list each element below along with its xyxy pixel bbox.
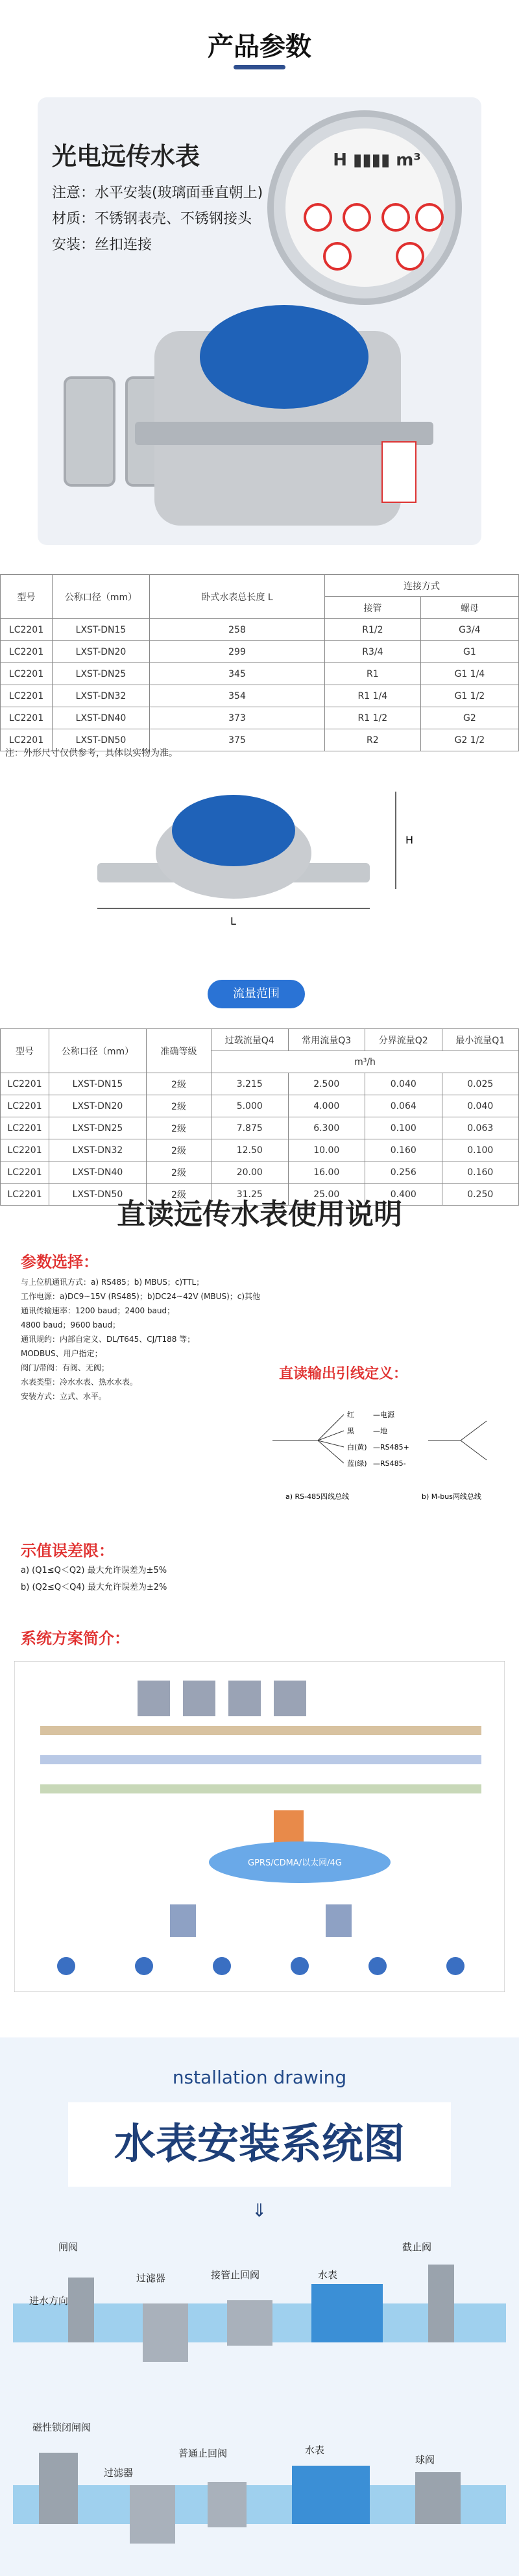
check-valve-icon (227, 2300, 272, 2346)
table-cell: LXST-DN20 (49, 1095, 147, 1117)
server-icon (228, 1681, 261, 1716)
col-header: 卧式水表总长度 L (150, 575, 325, 619)
col-header: 公称口径（mm） (49, 1029, 147, 1073)
table-cell: LC2201 (1, 1095, 49, 1117)
table-cell: LXST-DN15 (53, 619, 150, 641)
table-row (1, 1095, 519, 1117)
water-meter-icon (292, 2466, 370, 2524)
table-cell: R1 1/2 (325, 707, 421, 729)
table-cell: LC2201 (1, 729, 53, 751)
table-cell: 16.00 (288, 1161, 365, 1184)
table-cell: 0.025 (442, 1073, 519, 1095)
table-cell: 25.00 (288, 1184, 365, 1206)
section-title-usage: 直读远传水表使用说明 (117, 1198, 402, 1231)
wire-label: —RS485+ (373, 1443, 409, 1452)
table-cell: 0.250 (442, 1184, 519, 1206)
table-row (1, 1161, 519, 1184)
table-cell: LC2201 (1, 1117, 49, 1139)
table-cell: LC2201 (1, 663, 53, 685)
table-cell: LXST-DN40 (49, 1161, 147, 1184)
table-body (1, 619, 519, 751)
table-cell: 299 (150, 641, 325, 663)
table-cell: 12.50 (211, 1139, 289, 1161)
system-diagram (14, 1661, 505, 1992)
table-cell: 10.00 (288, 1139, 365, 1161)
hero-card (38, 97, 481, 545)
table-cell: LXST-DN50 (53, 729, 150, 751)
col-header: 型号 (1, 1029, 49, 1073)
table-cell: G3/4 (420, 619, 518, 641)
label-gate-valve: 闸阀 (58, 2241, 78, 2253)
label-inflow: 进水方向 (29, 2295, 69, 2307)
param-line: 安装方式：立式、水平。 (21, 1392, 107, 1401)
firewall-icon (274, 1810, 304, 1846)
param-line: 通讯传输速率：1200 baud；2400 baud； (21, 1306, 175, 1315)
col-header: 准确等级 (147, 1029, 211, 1073)
label-filter: 过滤器 (104, 2467, 134, 2479)
col-header: 过载流量Q4 (211, 1029, 289, 1051)
table-cell: 2级 (147, 1073, 211, 1095)
table-cell: G1 (420, 641, 518, 663)
length-label: L (230, 915, 236, 927)
error-line-b: b) (Q2≤Q＜Q4) 最大允许误差为±2% (21, 1583, 167, 1592)
table-cell: R1/2 (325, 619, 421, 641)
hero-material: 材质：不锈钢表壳、不锈钢接头 (52, 211, 252, 227)
water-meter-icon (311, 2284, 383, 2342)
server-icon (138, 1681, 170, 1716)
col-header: 螺母 (420, 597, 518, 619)
table-cell: 0.040 (442, 1095, 519, 1117)
label-water-meter: 水表 (318, 2269, 338, 2281)
table-cell: LXST-DN25 (53, 663, 150, 685)
table-row (1, 1073, 519, 1095)
system-heading: 系统方案简介： (21, 1629, 130, 1647)
table-cell: 2.500 (288, 1073, 365, 1095)
table-cell: 0.063 (442, 1117, 519, 1139)
stop-valve-icon (428, 2265, 454, 2342)
table-cell: 345 (150, 663, 325, 685)
col-header: 型号 (1, 575, 53, 619)
table-cell: 2级 (147, 1117, 211, 1139)
concentrator-icon (326, 1904, 352, 1937)
table-cell: 354 (150, 685, 325, 707)
table-cell: LC2201 (1, 1139, 49, 1161)
magnetic-gate-valve-icon (39, 2453, 78, 2524)
table-cell: LC2201 (1, 1161, 49, 1184)
table-cell: LC2201 (1, 619, 53, 641)
table-cell: 20.00 (211, 1161, 289, 1184)
params-list (21, 1275, 267, 1403)
flow-range-button[interactable]: 流量范围 (208, 980, 305, 1008)
meter-icon (446, 1957, 465, 1975)
table-cell: LXST-DN50 (49, 1184, 147, 1206)
table-cell: 0.100 (442, 1139, 519, 1161)
meter-icon (213, 1957, 231, 1975)
wire-label: 白(黄) (347, 1443, 367, 1452)
table-cell: LXST-DN40 (53, 707, 150, 729)
wire-label: 蓝(绿) (347, 1459, 367, 1468)
title-underline (234, 65, 285, 69)
label-filter: 过滤器 (136, 2272, 166, 2284)
table-cell: R1 (325, 663, 421, 685)
param-line: 水表类型：冷水水表、热水水表。 (21, 1378, 138, 1387)
table-cell: LXST-DN15 (49, 1073, 147, 1095)
col-header: 分界流量Q2 (365, 1029, 442, 1051)
table-cell: 2级 (147, 1184, 211, 1206)
table-row (1, 1139, 519, 1161)
col-header: 接管 (325, 597, 421, 619)
wire-label: 黑 (347, 1427, 354, 1435)
chevron-down-icon: ⇓ (252, 2200, 267, 2221)
table-cell: 31.25 (211, 1184, 289, 1206)
table-cell: G1 1/4 (420, 663, 518, 685)
label-magnetic-gate-valve: 磁性锁闭闸阀 (32, 2422, 91, 2433)
unit-header: m³/h (211, 1051, 519, 1073)
bus-bar (40, 1755, 481, 1764)
param-line: 通讯规约：内部自定义、DL/T645、CJ/T188 等； (21, 1335, 195, 1344)
installation-section (0, 2037, 519, 2576)
param-line: 阀门/带阀：有阀、无阀； (21, 1363, 110, 1372)
hero-note: 注意：水平安装(玻璃面垂直朝上) (52, 185, 263, 201)
installation-title: 水表安装系统图 (68, 2102, 451, 2187)
table-cell: 0.064 (365, 1095, 442, 1117)
section-title-params: 产品参数 (208, 32, 311, 62)
table-cell: LXST-DN32 (49, 1139, 147, 1161)
meter-cap-image (200, 305, 368, 409)
meter-cap-shape (172, 795, 295, 866)
table-row (1, 685, 519, 707)
table-cell: 0.160 (365, 1139, 442, 1161)
meter-icon (291, 1957, 309, 1975)
meter-icon (135, 1957, 153, 1975)
server-icon (274, 1681, 306, 1716)
param-line: 与上位机通讯方式：a) RS485；b) MBUS；c)TTL； (21, 1278, 204, 1287)
table-row (1, 1117, 519, 1139)
col-header: 连接方式 (325, 575, 519, 597)
table-cell: 0.100 (365, 1117, 442, 1139)
wire-label: 红 (347, 1411, 354, 1419)
dimension-drawing (78, 779, 441, 947)
table-cell: LXST-DN25 (49, 1117, 147, 1139)
meter-icon (57, 1957, 75, 1975)
label-water-meter: 水表 (305, 2444, 325, 2456)
table-note: 注：外形尺寸仅供参考，具体以实物为准。 (5, 748, 178, 759)
table-cell: 4.000 (288, 1095, 365, 1117)
table-row (1, 619, 519, 641)
server-icon (183, 1681, 215, 1716)
table-cell: LC2201 (1, 685, 53, 707)
table-cell: 6.300 (288, 1117, 365, 1139)
hero-install: 安装：丝扣连接 (52, 237, 152, 253)
table-cell: 0.160 (442, 1161, 519, 1184)
table-row (1, 641, 519, 663)
param-line: 4800 baud；9600 baud； (21, 1320, 121, 1330)
col-header: 常用流量Q3 (288, 1029, 365, 1051)
table-cell: LC2201 (1, 1073, 49, 1095)
meter-tag-image (381, 441, 416, 503)
param-line: MODBUS、用户指定； (21, 1349, 103, 1358)
table-cell: G2 1/2 (420, 729, 518, 751)
table-cell: 373 (150, 707, 325, 729)
wire-label: —地 (373, 1427, 387, 1435)
table-cell: 2级 (147, 1161, 211, 1184)
table-cell: LXST-DN32 (53, 685, 150, 707)
gate-valve-icon (68, 2278, 94, 2342)
table-cell: LC2201 (1, 1184, 49, 1206)
col-header: 最小流量Q1 (442, 1029, 519, 1051)
table-cell: LXST-DN20 (53, 641, 150, 663)
table-cell: 0.040 (365, 1073, 442, 1095)
table-cell: 3.215 (211, 1073, 289, 1095)
table-row (1, 663, 519, 685)
table-cell: R1 1/4 (325, 685, 421, 707)
errors-heading: 示值误差限： (21, 1542, 114, 1560)
filter-icon (143, 2303, 188, 2362)
table-cell: 0.400 (365, 1184, 442, 1206)
label-check-valve: 普通止回阀 (178, 2448, 228, 2459)
label-ball-valve: 球阀 (415, 2454, 435, 2466)
table-cell: G2 (420, 707, 518, 729)
table-body (1, 1073, 519, 1206)
table-cell: LC2201 (1, 641, 53, 663)
table-cell: R2 (325, 729, 421, 751)
flow-table (0, 1028, 519, 1206)
check-valve-icon (208, 2482, 247, 2527)
table-cell: 5.000 (211, 1095, 289, 1117)
hero-title: 光电远传水表 (52, 142, 200, 171)
col-header: 公称口径（mm） (53, 575, 150, 619)
table-cell: 375 (150, 729, 325, 751)
error-line-a: a) (Q1≤Q＜Q2) 最大允许误差为±5% (21, 1566, 167, 1575)
label-check-valve: 接管止回阀 (211, 2269, 260, 2281)
wiring-heading: 直读输出引线定义： (279, 1366, 408, 1382)
network-label: GPRS/CDMA/以太网/4G (248, 1858, 342, 1868)
table-cell: G1 1/2 (420, 685, 518, 707)
installation-diagram (13, 2232, 506, 2570)
table-cell: 258 (150, 619, 325, 641)
param-line: 工作电源：a)DC9~15V (RS485)；b)DC24~42V (MBUS)；c)其他 (21, 1292, 261, 1301)
table-cell: 7.875 (211, 1117, 289, 1139)
bus-bar (40, 1726, 481, 1735)
params-heading: 参数选择： (21, 1253, 99, 1271)
wiring-caption: b) M-bus两线总线 (422, 1492, 481, 1501)
bus-bar (40, 1784, 481, 1793)
meter-icon (368, 1957, 387, 1975)
table-row (1, 707, 519, 729)
meter-dial-image: H ▮▮▮▮ m³ (267, 110, 462, 305)
wire-label: —RS485- (373, 1459, 406, 1468)
installation-en-title: nstallation drawing (172, 2067, 347, 2088)
table-cell: 0.256 (365, 1161, 442, 1184)
table-cell: 2级 (147, 1095, 211, 1117)
dimensions-table (0, 574, 519, 751)
table-cell: LC2201 (1, 707, 53, 729)
wire-label: —电源 (373, 1411, 394, 1419)
table-cell: R3/4 (325, 641, 421, 663)
fitting-image (64, 376, 115, 487)
wiring-caption: a) RS-485四线总线 (285, 1492, 350, 1501)
concentrator-icon (170, 1904, 196, 1937)
ball-valve-icon (415, 2472, 461, 2524)
height-label: H (405, 834, 414, 846)
wiring-diagram (272, 1395, 506, 1518)
table-cell: 2级 (147, 1139, 211, 1161)
label-stop-valve: 截止阀 (402, 2241, 432, 2253)
filter-icon (130, 2485, 175, 2544)
